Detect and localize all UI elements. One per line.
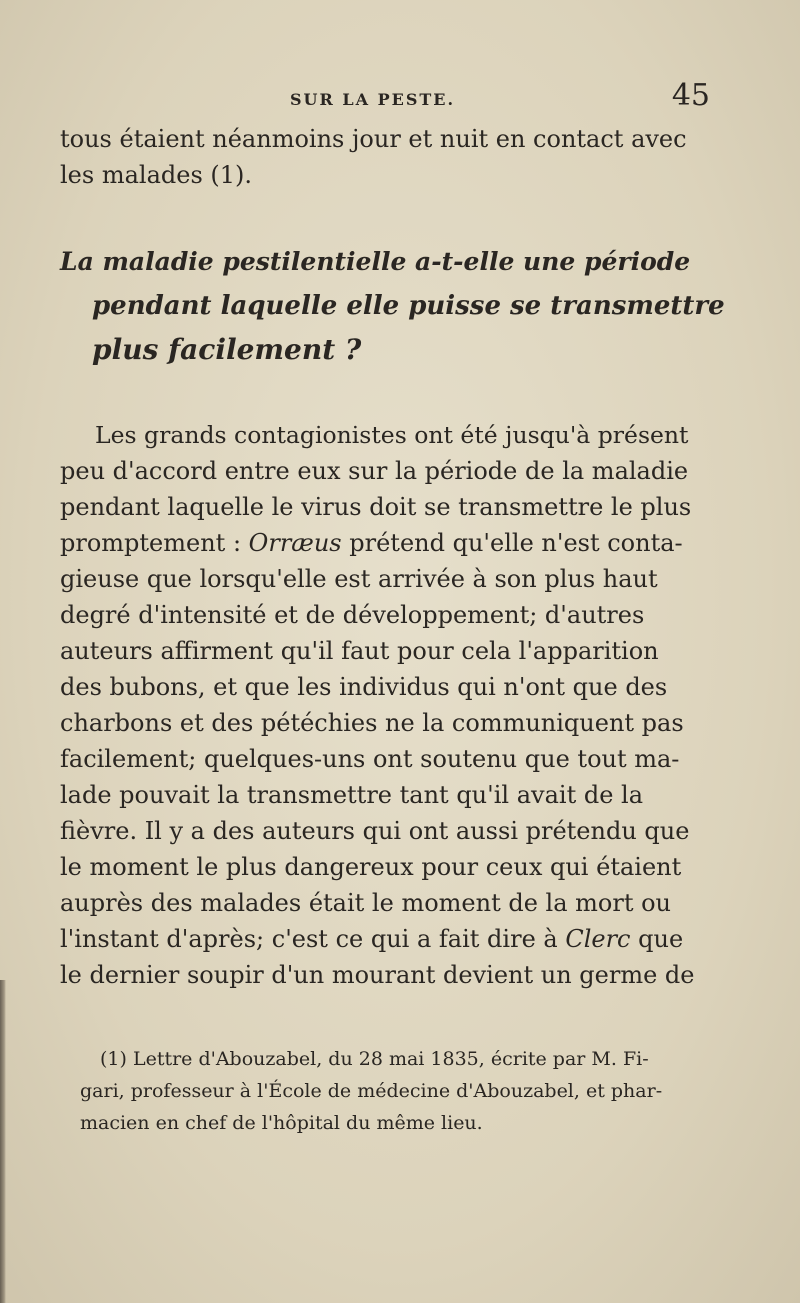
body-line: le dernier soupir d'un mourant devient un germe de bbox=[60, 961, 695, 989]
running-title: SUR LA PESTE. bbox=[290, 90, 456, 109]
body-line: Les grands contagionistes ont été jusqu'à présent bbox=[95, 421, 689, 449]
page-number: 45 bbox=[671, 78, 710, 113]
page-header bbox=[60, 78, 710, 118]
body-line: charbons et des pétéchies ne la communiquent pas bbox=[60, 709, 684, 737]
intro-line: les malades (1). bbox=[60, 161, 253, 189]
body-line: des bubons, et que les individus qui n'ont que des bbox=[60, 673, 668, 701]
intro-line: tous étaient néanmoins jour et nuit en contact avec bbox=[60, 125, 687, 153]
body-line: fièvre. Il y a des auteurs qui ont aussi prétendu que bbox=[60, 817, 690, 845]
section-heading-line: La maladie pestilentielle a-t-elle une période bbox=[60, 247, 691, 276]
body-line: promptement : Orræus prétend qu'elle n'est conta- bbox=[60, 529, 683, 557]
body-line: facilement; quelques-uns ont soutenu que tout ma- bbox=[60, 745, 680, 773]
body-line: degré d'intensité et de développement; d'autres bbox=[60, 601, 645, 629]
body-line: auteurs affirment qu'il faut pour cela l'apparition bbox=[60, 637, 659, 665]
footnote-line: macien en chef de l'hôpital du même lieu. bbox=[80, 1112, 483, 1134]
page-edge-shadow bbox=[0, 980, 6, 1303]
section-heading-line: plus facilement ? bbox=[92, 333, 362, 366]
body-line: le moment le plus dangereux pour ceux qui étaient bbox=[60, 853, 682, 881]
section-heading-line: pendant laquelle elle puisse se transmettre bbox=[92, 291, 725, 321]
body-line: peu d'accord entre eux sur la période de la maladie bbox=[60, 457, 689, 485]
body-line: auprès des malades était le moment de la mort ou bbox=[60, 889, 672, 917]
body-line: lade pouvait la transmettre tant qu'il avait de la bbox=[60, 781, 644, 809]
body-line: l'instant d'après; c'est ce qui a fait dire à Clerc que bbox=[60, 925, 684, 953]
footnote-line: (1) Lettre d'Abouzabel, du 28 mai 1835, écrite par M. Fi- bbox=[100, 1048, 649, 1070]
body-line: pendant laquelle le virus doit se transmettre le plus bbox=[60, 493, 692, 521]
body-line: gieuse que lorsqu'elle est arrivée à son plus haut bbox=[60, 565, 658, 593]
footnote-line: gari, professeur à l'École de médecine d'Abouzabel, et phar- bbox=[80, 1080, 663, 1102]
